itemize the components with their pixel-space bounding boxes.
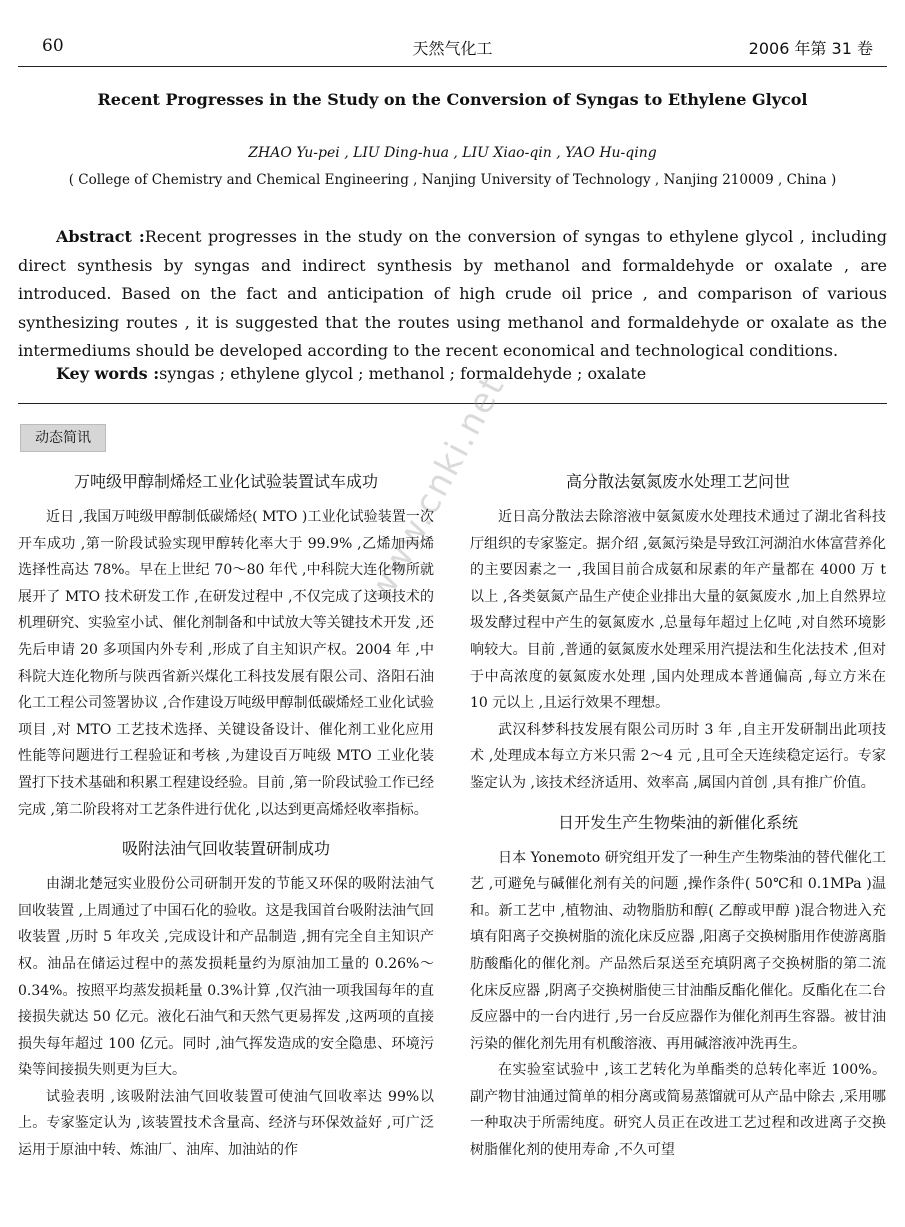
news-mto-paragraph: 近日 ,我国万吨级甲醇制低碳烯烃( MTO )工业化试验装置一次开车成功 ,第一阶段试验实现甲醇转化率大于 99.9% ,乙烯加丙烯选择性高达 78%。早在上世纪 70～80 年代 ,中科院大连化物所就展开了 MTO 技术研发工作 ,在研发过程中 ,不仅完成了这项技术的机理研究、实验室小试、催化剂制备和中试放大等关键技术开发 ,还先后申请 20 多项国内外专利 ,形成了自主知识产权。2004 年 ,中科院大连化物所与陕西省新兴煤化工科技发展有限公司、洛阳石油化工工程公司签署协议 ,合作建设万吨级甲醇制低碳烯烃工业化试验项目 ,对 MTO 工艺技术选择、关键设备设计、催化剂工业化应用性能等问题进行工程验证和考核 ,为建设百万吨级 MTO 工业化装置打下技术基础和积累工程建设经验。目前 ,第一阶段试验工作已经完成 ,第二阶段将对工艺条件进行优化 ,以达到更高烯烃收率指标。 [18,509,434,818]
news-vapor-paragraph-1: 由湖北楚冠实业股份公司研制开发的节能又环保的吸附法油气回收装置 ,上周通过了中国石化的验收。这是我国首台吸附法油气回收装置 ,历时 5 年攻关 ,完成设计和产品制造 ,拥有完全自主知识产权。油品在储运过程中的蒸发损耗量约为原油加工量的 0.26%～0.34%。按照平均蒸发损耗量 0.3%计算 ,仅汽油一项我国每年的直接损失就达 50 亿元。液化石油气和天然气更易挥发 ,这两项的直接损失每年超过 100 亿元。同时 ,油气挥发造成的安全隐患、环境污染等间接损失则更为巨大。 [18,876,434,1079]
abstract-label: Abstract : [56,227,145,246]
news-ammonia-paragraph-1: 近日高分散法去除溶液中氨氮废水处理技术通过了湖北省科技厅组织的专家鉴定。据介绍 ,氨氮污染是导致江河湖泊水体富营养化的主要因素之一 ,我国目前合成氨和尿素的年产量都在 4000 万 t 以上 ,各类氨氮产品生产使企业排出大量的氨氮废水 ,加上自然界垃圾发酵过程中产生的氨氮废水 ,总量每年超过上亿吨 ,对自然环境影响较大。目前 ,普通的氨氮废水处理采用汽提法和生化法技术 ,但对于中高浓度的氨氮废水处理 ,国内处理成本普通偏高 ,每立方米在 10 元以上 ,且运行效果不理想。 [470,509,886,712]
paper-affiliation: ( College of Chemistry and Chemical Engineering , Nanjing University of Technology , Nanjing 210009 , China ) [68,172,837,188]
journal-name: 天然气化工 [412,39,493,58]
section-rule [18,403,887,404]
news-ammonia-paragraph-2: 武汉科梦科技发展有限公司历时 3 年 ,自主开发研制出此项技术 ,处理成本每立方米只需 2～4 元 ,且可全天连续稳定运行。专家鉴定认为 ,该技术经济适用、效率高 ,属国内首创 ,具有推广价值。 [470,721,886,791]
section-tag: 动态简讯 [20,424,106,452]
news-title-mto: 万吨级甲醇制烯烃工业化试验装置试车成功 [73,472,378,491]
keywords-label: Key words : [56,364,160,383]
paper-authors: ZHAO Yu-pei , LIU Ding-hua , LIU Xiao-qin , YAO Hu-qing [248,145,657,161]
left-column [18,470,434,1164]
news-title-biodiesel: 日开发生产生物柴油的新催化系统 [557,812,798,832]
header-rule [18,66,887,67]
keywords-text: syngas ; ethylene glycol ; methanol ; formaldehyde ; oxalate [159,364,647,383]
news-title-ammonia: 高分散法氨氮废水处理工艺问世 [565,472,790,491]
right-column [470,470,886,1164]
running-header [18,36,887,64]
news-biodiesel-paragraph-1: 日本 Yonemoto 研究组开发了一种生产生物柴油的替代催化工艺 ,可避免与碱催化剂有关的问题 ,操作条件( 50℃和 0.1MPa )温和。新工艺中 ,植物油、动物脂肪和醇( 乙醇或甲醇 )混合物进入充填有阳离子交换树脂的流化床反应器 ,阳离子交换树脂用作使游离脂肪酸酯化的催化剂。产品然后泵送至充填阴离子交换树脂的第二流化床反应器 ,阴离子交换树脂使三甘油酯反酯化催化。反酯化在二台反应器中的一台内进行 ,另一台反应器作为催化剂再生容器。被甘油污染的催化剂先用有机酸溶液、再用碱溶液冲洗再生。 [470,849,886,1052]
watermark: www.cnki.net [360,368,514,609]
news-vapor-paragraph-2: 试验表明 ,该吸附法油气回收装置可使油气回收率达 99%以上。专家鉴定认为 ,该装置技术含量高、经济与环保效益好 ,可广泛运用于原油中转、炼油厂、油库、加油站的作 [18,1088,434,1159]
page-number: 60 [42,36,64,56]
abstract-text: Recent progresses in the study on the conversion of syngas to ethylene glycol , including direct synthesis by syngas and indirect synthesis by methanol and formaldehyde or oxalate , are introduced. Based on the fact and anticipation of high crude oil price , and comparison of various synthesizing routes , it is suggested that the routes using methanol and formaldehyde or oxalate as the intermediums should be developed according to the recent economical and technological conditions. [18,227,888,360]
news-title-vapor-recovery: 吸附法油气回收装置研制成功 [121,839,330,859]
abstract [18,223,887,366]
issue-info: 2006 年第 31 卷 [748,39,873,58]
news-biodiesel-paragraph-2: 在实验室试验中 ,该工艺转化为单酯类的总转化率近 100%。副产物甘油通过简单的相分离或简易蒸馏就可从产品中除去 ,采用哪一种取决于所需纯度。研究人员正在改进工艺过程和改进离子交换树脂催化剂的使用寿命 ,不久可望 [470,1062,886,1159]
paper-title: Recent Progresses in the Study on the Conversion of Syngas to Ethylene Glycol [97,90,808,109]
